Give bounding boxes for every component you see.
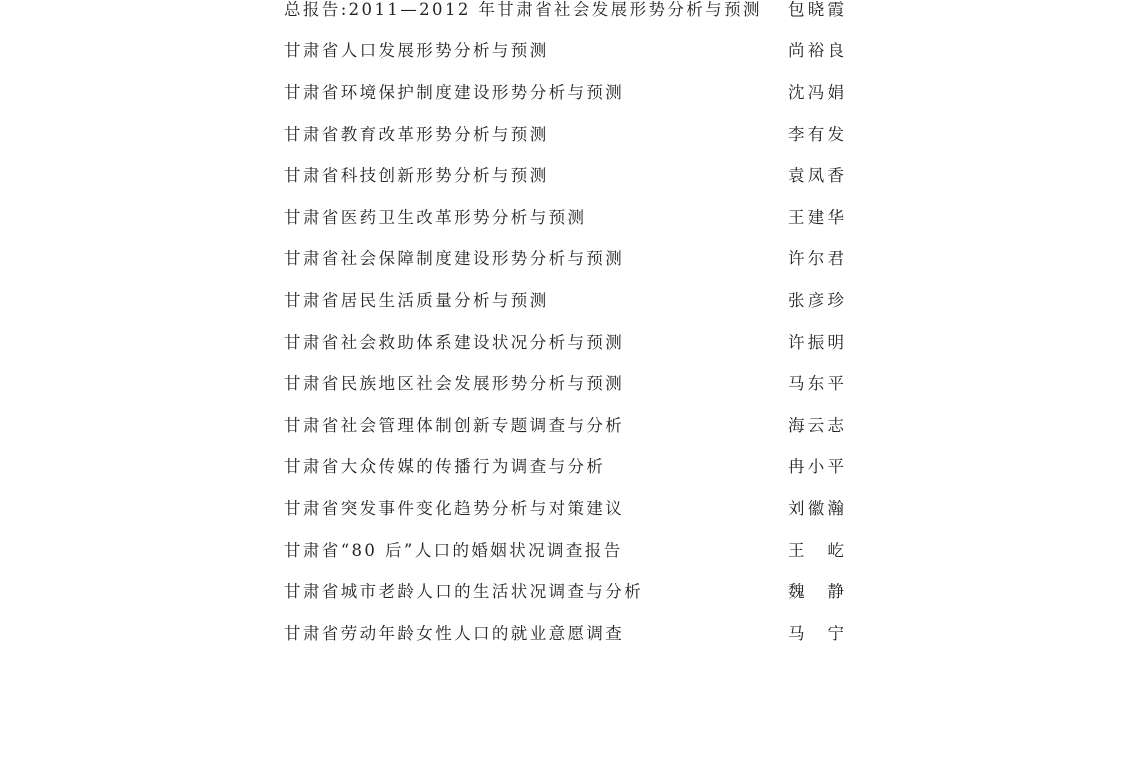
toc-entry — [284, 278, 844, 320]
toc-entry — [284, 569, 844, 611]
toc-entry — [284, 611, 844, 653]
toc-entry-title: 甘肃省城市老龄人口的生活状况调查与分析 — [284, 582, 644, 602]
toc-entry-author: 魏 静 — [788, 582, 844, 602]
toc-entry-title: 甘肃省教育改革形势分析与预测 — [284, 124, 549, 144]
toc-entry-author: 张彦珍 — [788, 290, 844, 310]
toc-entry-title: 甘肃省“80 后”人口的婚姻状况调查报告 — [284, 540, 623, 560]
toc-entry — [284, 320, 844, 362]
toc-entry — [284, 403, 844, 445]
toc-entry-author: 包晓霞 — [788, 0, 844, 19]
toc-entry-author: 王 屹 — [788, 540, 844, 560]
toc-entry — [284, 528, 844, 570]
toc-entry-title: 甘肃省医药卫生改革形势分析与预测 — [284, 207, 587, 227]
toc-entry-title: 甘肃省居民生活质量分析与预测 — [284, 290, 549, 310]
toc-entry-author: 王建华 — [788, 207, 844, 227]
toc-entry — [284, 29, 844, 71]
toc-entry — [284, 70, 844, 112]
toc-entry — [284, 445, 844, 487]
toc-entry-title: 甘肃省大众传媒的传播行为调查与分析 — [284, 457, 606, 477]
toc-entry — [284, 112, 844, 154]
toc-entry-author: 马 宁 — [788, 623, 844, 643]
toc-entry-author: 许尔君 — [788, 249, 844, 269]
toc-entry-title: 甘肃省环境保护制度建设形势分析与预测 — [284, 82, 625, 102]
toc-entry-author: 海云志 — [788, 415, 844, 435]
toc-entry-author: 李有发 — [788, 124, 844, 144]
toc-entry-title: 甘肃省社会救助体系建设状况分析与预测 — [284, 332, 625, 352]
toc-entry-author: 尚裕良 — [788, 41, 844, 61]
toc-entry-title: 甘肃省劳动年龄女性人口的就业意愿调查 — [284, 623, 625, 643]
toc-entry-title: 甘肃省社会保障制度建设形势分析与预测 — [284, 249, 625, 269]
toc-entry — [284, 486, 844, 528]
toc-entry-title: 甘肃省科技创新形势分析与预测 — [284, 166, 549, 186]
toc-entry-author: 马东平 — [788, 374, 844, 394]
toc-entry — [284, 361, 844, 403]
toc-entry — [284, 0, 844, 29]
toc-entry-author: 袁凤香 — [788, 166, 844, 186]
table-of-contents — [284, 0, 844, 653]
toc-entry-title: 总报告:2011—2012 年甘肃省社会发展形势分析与预测 — [284, 0, 762, 19]
toc-entry-author: 冉小平 — [788, 457, 844, 477]
toc-entry-title: 甘肃省突发事件变化趋势分析与对策建议 — [284, 498, 625, 518]
toc-entry-author: 沈冯娟 — [788, 82, 844, 102]
toc-entry-author: 刘徽瀚 — [788, 498, 844, 518]
toc-entry-title: 甘肃省人口发展形势分析与预测 — [284, 41, 549, 61]
toc-entry — [284, 237, 844, 279]
toc-entry — [284, 153, 844, 195]
toc-entry — [284, 195, 844, 237]
toc-entry-author: 许振明 — [788, 332, 844, 352]
toc-entry-title: 甘肃省社会管理体制创新专题调查与分析 — [284, 415, 625, 435]
toc-entry-title: 甘肃省民族地区社会发展形势分析与预测 — [284, 374, 625, 394]
